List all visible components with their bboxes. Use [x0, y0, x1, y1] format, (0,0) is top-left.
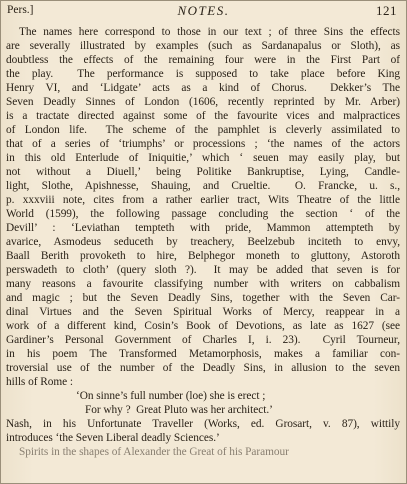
text-line: Gardiner’s Personal Government of Charles I, i. 23). Cyril Tourneur, [6, 334, 400, 346]
text-line: is a tractate directed against some of the favourite vices and malpractices [6, 110, 400, 122]
text-line: Henry VI, and ‘Lidgate’ acts as a kind of Chorus. Dekker’s The [6, 82, 400, 94]
verse-line: ‘On sinne’s full number (loe) she is erect ; [76, 390, 266, 402]
text-line: p. xxxviii note, cites from a rather earlier tract, Wits Theatre of the little [6, 194, 400, 206]
page-title: NOTES. [177, 3, 230, 18]
text-line: The names here correspond to those in our text ; of three Sins the effects [19, 26, 400, 38]
text-line: of London life. The scheme of the pamphlet is cleverly assimilated to [6, 124, 400, 136]
text-line: Seven Deadly Sinnes of London (1606, recently reprinted by Mr. Arber) [6, 96, 400, 108]
text-line: work of a different kind, Cosin’s Book of Devotions, as late as 1627 (see [6, 320, 400, 332]
text-line: the play. The performance is supposed to take place before King [6, 68, 400, 80]
text-line: dinal Virtues and the Seven Spiritual Works of Mercy, reappear in a [6, 306, 400, 318]
text-line: doubtless the effects of the remaining four were in the First Part of [6, 54, 400, 66]
cut-off-line: Spirits in the shapes of Alexander the Great of his Paramour [19, 446, 289, 458]
text-line: perswadeth to cloth’ (query sloth ?). It may be added that seven is for [6, 264, 400, 276]
text-line: not without a Diuell,’ being Politike Bankruptise, Lying, Candle- [6, 166, 400, 178]
text-line: Baall Berith provoketh to hire, Belphegor moneth to gluttony, Astoroth [6, 250, 400, 262]
running-header [1, 1, 406, 21]
text-line: are severally illustrated by examples (such as Sardanapalus or Sloth), as [6, 40, 400, 52]
notes-body [6, 25, 400, 459]
text-line: introduces ‘the Seven Liberal deadly Sciences.’ [6, 432, 220, 444]
verse-line: For why ? Great Pluto was her architect.’ [85, 404, 273, 416]
text-line: in his poem The Transformed Metamorphosis, makes a familiar con- [6, 348, 400, 360]
text-line: hills of Rome : [6, 376, 73, 388]
page-number: 121 [376, 3, 397, 18]
text-line: and magic ; but the Seven Deadly Sins, together with the Seven Car- [6, 292, 400, 304]
text-line: in this old Enterlude of Iniquitie,’ which ‘ seuen may easily play, but [6, 152, 400, 164]
text-line: World (1599), the following passage concluding the section ‘ of the [6, 208, 400, 220]
text-line: that of a series of ‘triumphs’ or processions ; ‘the names of the actors [6, 138, 400, 150]
text-line: Nash, in his Unfortunate Traveller (Works, ed. Grosart, v. 87), wittily [6, 418, 400, 430]
text-line: troversial use of the number of the Deadly Sins, in allusion to the seven [6, 362, 400, 374]
text-line: Devill’ : ‘Leviathan tempteth with pride, Mammon attempteth by [6, 222, 400, 234]
section-label: Pers.] [7, 4, 34, 16]
text-line: light, Slothe, Apishnesse, Shauing, and Crueltie. O. Francke, u. s., [6, 180, 400, 192]
text-line: many reasons a favourite classifying number with writers on cabbalism [6, 278, 400, 290]
text-line: avarice, Asmodeus seduceth by treachery, Beelzebub inciteth to envy, [6, 236, 400, 248]
